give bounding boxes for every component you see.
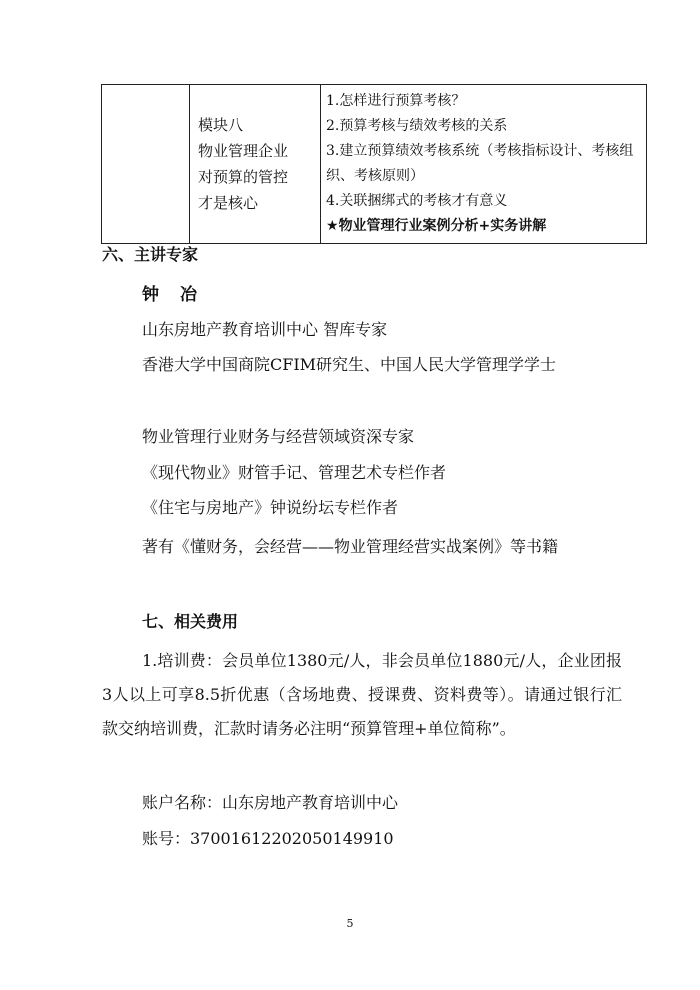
module-cell [190,85,321,244]
expert-line: 《住宅与房地产》钟说纷坛专栏作者 [142,498,399,517]
highlight-item [326,214,642,239]
list-item: 4.关联捆绑式的考核才有意义 [326,193,508,209]
expert-line: 物业管理行业财务与经营领域资深专家 [142,427,415,446]
fee-paragraph: 1.培训费：会员单位1380元/人，非会员单位1880元/人，企业团报3人以上可享8.5折优惠（含场地费、授课费、资料费等）。请通过银行汇款交纳培训费，汇款时请务必注明“预算管理+单位简称”。 [102,651,622,738]
list-item: 1.怎样进行预算考核？ [326,93,466,109]
empty-cell [102,85,190,244]
highlight-text: 物业管理行业案例分析+实务讲解 [338,218,547,234]
expert-name: 钟 冶 [142,285,199,305]
table-row [102,85,647,244]
expert-line: 《现代物业》财管手记、管理艺术专栏作者 [142,463,447,482]
content-cell [321,85,647,244]
module-line: 才是核心 [198,194,259,212]
expert-line: 著有《懂财务，会经营——物业管理经营实战案例》等书籍 [142,537,559,556]
module-line: 对预算的管控 [198,168,289,186]
account-number: 账号：37001612202050149910 [142,829,394,848]
module-line: 模块八 [198,116,244,134]
course-table [101,84,647,244]
section-heading-fees: 七、相关费用 [142,612,239,631]
module-line: 物业管理企业 [198,142,289,160]
list-item: 2.预算考核与绩效考核的关系 [326,118,508,134]
star-icon: ★ [326,218,339,234]
list-item: 3.建立预算绩效考核系统（考核指标设计、考核组织、考核原则） [326,143,634,184]
expert-line: 山东房地产教育培训中心 智库专家 [142,320,388,339]
expert-line: 香港大学中国商院CFIM研究生、中国人民大学管理学学士 [142,355,557,374]
page-number: 5 [346,917,354,930]
account-name: 账户名称：山东房地产教育培训中心 [142,793,399,812]
section-heading-experts: 六、主讲专家 [102,245,199,264]
